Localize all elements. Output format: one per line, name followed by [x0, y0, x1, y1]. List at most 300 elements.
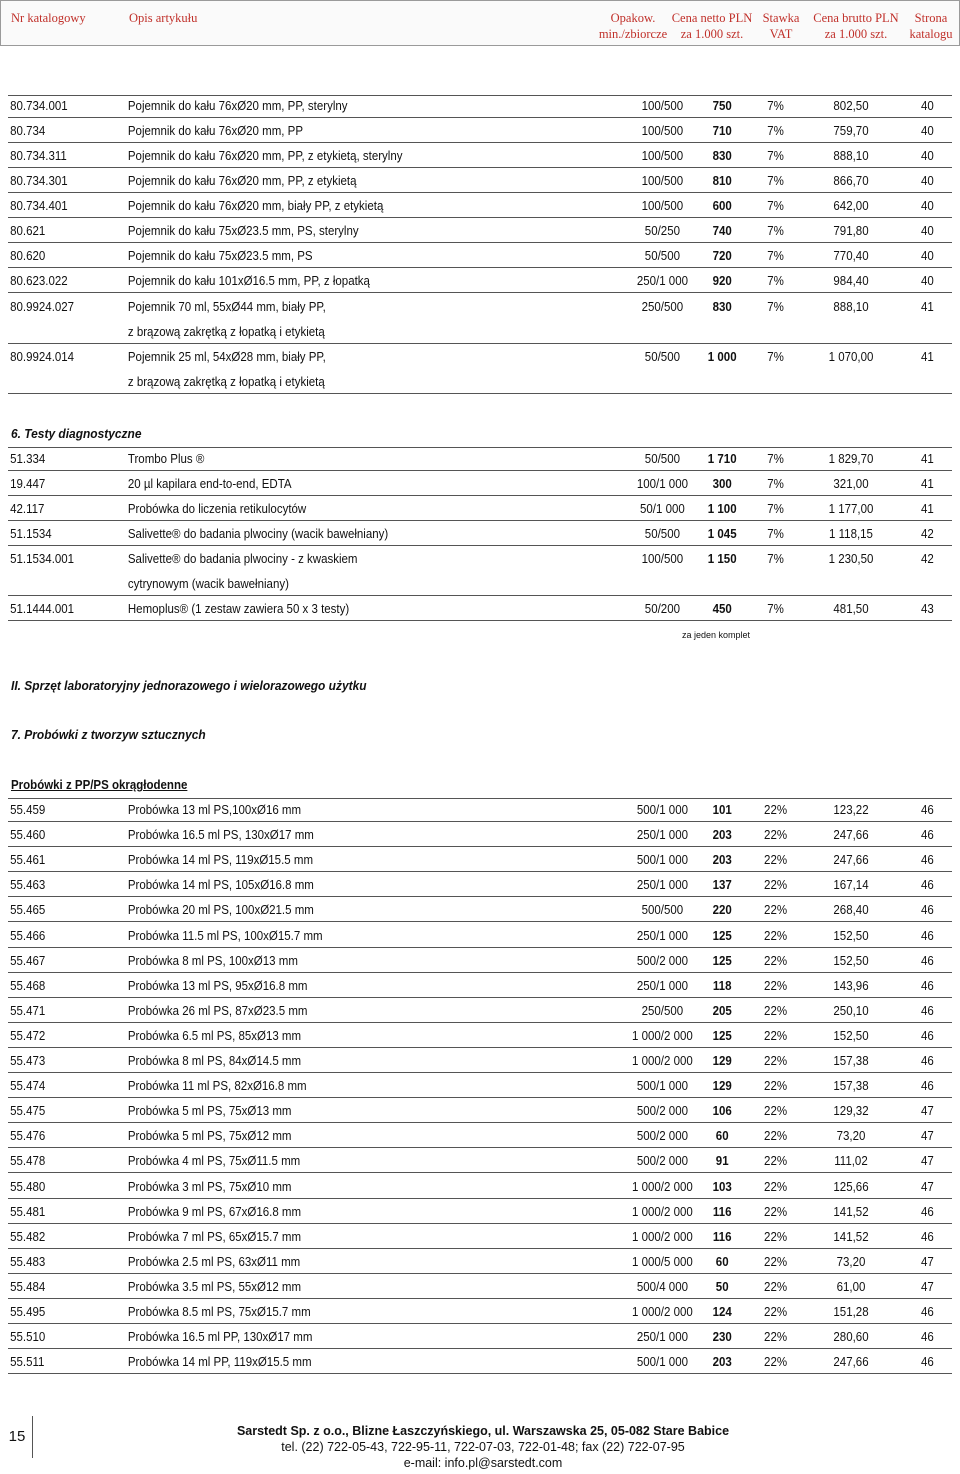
table-row — [0, 1052, 934, 1070]
cell-opak: 500/1 000 — [636, 1355, 688, 1370]
cell-kat: 51.1444.001 — [10, 602, 75, 616]
cell-str: 47 — [920, 1104, 934, 1119]
cell-netto: 1 150 — [707, 552, 737, 566]
cell-brutto: 268,40 — [833, 903, 869, 918]
row-divider — [8, 1122, 952, 1123]
footer-phone: tel. (22) 722-05-43, 722-95-11, 722-07-03, 722-01-48; fax (22) 722-07-95 — [281, 1440, 685, 1454]
cell-opis: Pojemnik do kału 101xØ16.5 mm, PP, z łopatką — [127, 274, 370, 288]
row-divider — [8, 947, 952, 948]
cell-opis: Pojemnik 25 ml, 54xØ28 mm, biały PP, — [127, 350, 326, 364]
cell-vat: 22% — [764, 1229, 788, 1244]
cell-str: 46 — [920, 903, 934, 918]
section-top-divider — [8, 447, 952, 448]
cell-netto: 450 — [712, 602, 732, 616]
cell-brutto: 1 829,70 — [828, 452, 874, 466]
cell-opis: Probówka 8 ml PS, 100xØ13 mm — [127, 953, 298, 968]
cell-kat: 55.461 — [10, 853, 46, 868]
row-divider — [8, 972, 952, 973]
cell-str: 46 — [920, 878, 934, 893]
row-divider — [8, 117, 952, 118]
cell-opis: Pojemnik do kału 76xØ20 mm, PP, z etykietą, sterylny — [127, 149, 403, 163]
row-divider — [8, 1047, 952, 1048]
cell-vat: 7% — [767, 224, 784, 238]
cell-str: 46 — [920, 1355, 934, 1370]
cell-netto: 137 — [712, 878, 732, 893]
table-row — [0, 525, 934, 543]
table-row — [0, 348, 934, 366]
hemoplus-note: za jeden komplet — [682, 630, 751, 640]
cell-brutto: 247,66 — [833, 1355, 869, 1370]
table-row — [0, 801, 934, 819]
cell-vat: 22% — [764, 1254, 788, 1269]
cell-netto: 91 — [715, 1154, 729, 1169]
cell-opis: Probówka 14 ml PS, 105xØ16.8 mm — [127, 878, 314, 893]
table-row — [0, 197, 934, 215]
cell-opak: 100/1 000 — [636, 477, 688, 491]
cell-str: 41 — [920, 452, 934, 466]
cell-vat: 22% — [764, 1305, 788, 1319]
cell-kat: 55.466 — [10, 928, 46, 943]
cell-opak: 1 000/2 000 — [632, 1204, 693, 1219]
cell-kat: 51.334 — [10, 452, 46, 466]
page-number: 15 — [2, 1416, 33, 1458]
cell-netto: 830 — [712, 149, 732, 163]
cell-opak: 100/500 — [641, 99, 684, 113]
cell-opak: 250/500 — [641, 1003, 684, 1018]
cell-brutto: 73,20 — [836, 1254, 866, 1269]
cell-opak: 1 000/2 000 — [632, 1305, 693, 1319]
cell-netto: 125 — [712, 1028, 732, 1043]
cell-opis: Pojemnik do kału 76xØ20 mm, PP, z etykietą — [127, 174, 357, 188]
table-row — [0, 901, 934, 919]
cell-kat: 55.463 — [10, 878, 46, 893]
cell-opak: 500/500 — [641, 903, 684, 918]
cell-kat: 55.459 — [10, 803, 46, 817]
table-row — [0, 247, 934, 265]
row-divider — [8, 495, 952, 496]
cell-opak: 100/500 — [641, 174, 684, 188]
row-divider — [8, 1147, 952, 1148]
cell-brutto: 321,00 — [833, 477, 869, 491]
cell-brutto: 1 230,50 — [828, 552, 874, 566]
cell-kat: 55.483 — [10, 1254, 46, 1269]
cell-netto: 810 — [712, 174, 732, 188]
cell-vat: 22% — [764, 1054, 788, 1068]
cell-brutto: 280,60 — [833, 1330, 869, 1345]
table-row — [0, 500, 934, 518]
header-strona: Strona katalogu — [909, 11, 953, 41]
cell-brutto: 141,52 — [833, 1204, 869, 1219]
cell-vat: 22% — [764, 803, 788, 817]
table-row — [0, 1353, 934, 1371]
cell-opak: 100/500 — [641, 149, 684, 163]
table-row — [0, 475, 934, 493]
cell-vat: 22% — [764, 878, 788, 893]
cell-opis2: cytrynowym (wacik bawełniany) — [127, 577, 289, 591]
cell-opak: 500/2 000 — [636, 1104, 688, 1119]
cell-str: 47 — [920, 1129, 934, 1144]
cell-opis: Trombo Plus ® — [127, 452, 205, 466]
cell-netto: 203 — [712, 853, 732, 868]
cell-vat: 7% — [767, 502, 784, 516]
cell-opis: Probówka 11.5 ml PS, 100xØ15.7 mm — [127, 928, 323, 943]
cell-opis: Probówka 7 ml PS, 65xØ15.7 mm — [127, 1229, 302, 1244]
cell-opak: 250/1 000 — [636, 978, 688, 993]
cell-opis: Probówka 8 ml PS, 84xØ14.5 mm — [127, 1054, 302, 1068]
table-row — [0, 172, 934, 190]
cell-brutto: 141,52 — [833, 1229, 869, 1244]
table-row — [0, 550, 934, 568]
cell-str: 46 — [920, 828, 934, 843]
row-divider — [8, 1022, 952, 1023]
row-divider — [8, 846, 952, 847]
cell-opis: Hemoplus® (1 zestaw zawiera 50 x 3 testy) — [127, 602, 350, 616]
row-divider — [8, 520, 952, 521]
cell-vat: 7% — [767, 99, 784, 113]
cell-netto: 205 — [712, 1003, 732, 1018]
cell-opis: Probówka 9 ml PS, 67xØ16.8 mm — [127, 1204, 302, 1219]
cell-str: 47 — [920, 1279, 934, 1294]
cell-vat: 22% — [764, 1129, 788, 1144]
row-divider — [8, 821, 952, 822]
table-row — [0, 1127, 934, 1145]
cell-vat: 7% — [767, 149, 784, 163]
row-divider — [8, 1248, 952, 1249]
cell-brutto: 1 177,00 — [828, 502, 874, 516]
cell-opis: Probówka 20 ml PS, 100xØ21.5 mm — [127, 903, 314, 918]
cell-opak: 100/500 — [641, 124, 684, 138]
cell-vat: 22% — [764, 1355, 788, 1370]
cell-brutto: 73,20 — [836, 1129, 866, 1144]
cell-kat: 55.495 — [10, 1305, 46, 1319]
cell-opis2: z brązową zakrętką z łopatką i etykietą — [127, 325, 325, 339]
cell-kat: 80.734.001 — [10, 99, 68, 113]
table-row — [0, 1027, 934, 1045]
row-divider — [8, 1273, 952, 1274]
cell-brutto: 152,50 — [833, 1028, 869, 1043]
cell-netto: 101 — [712, 803, 732, 817]
cell-netto: 1 710 — [707, 452, 737, 466]
row-divider — [8, 1373, 952, 1374]
table-row — [0, 952, 934, 970]
cell-opak: 50/1 000 — [640, 502, 685, 516]
cell-opak: 1 000/2 000 — [632, 1229, 693, 1244]
row-divider — [8, 545, 952, 546]
table-row — [0, 826, 934, 844]
cell-kat: 80.734.401 — [10, 199, 68, 213]
cell-vat: 22% — [764, 953, 788, 968]
cell-kat: 80.734.301 — [10, 174, 68, 188]
cell-brutto: 642,00 — [833, 199, 869, 213]
cell-vat: 7% — [767, 199, 784, 213]
cell-netto: 124 — [712, 1305, 732, 1319]
cell-str: 46 — [920, 1028, 934, 1043]
cell-brutto: 759,70 — [833, 124, 869, 138]
cell-vat: 7% — [767, 300, 784, 314]
cell-netto: 125 — [712, 928, 732, 943]
cell-opis: Pojemnik do kału 76xØ20 mm, PP — [127, 124, 304, 138]
cell-str: 47 — [920, 1154, 934, 1169]
cell-str: 41 — [920, 502, 934, 516]
cell-str: 46 — [920, 1054, 934, 1068]
cell-netto: 740 — [712, 224, 732, 238]
cell-kat: 55.472 — [10, 1028, 46, 1043]
cell-opis: Probówka 3.5 ml PS, 55xØ12 mm — [127, 1279, 302, 1294]
cell-netto: 116 — [712, 1204, 732, 1219]
cell-opis: Pojemnik do kału 75xØ23.5 mm, PS — [127, 249, 313, 263]
cell-kat: 51.1534.001 — [10, 552, 75, 566]
cell-netto: 129 — [712, 1079, 732, 1094]
cell-str: 46 — [920, 803, 934, 817]
table-row — [0, 1303, 934, 1321]
row-divider — [8, 1323, 952, 1324]
cell-netto: 920 — [712, 274, 732, 288]
cell-opis: Pojemnik do kału 76xØ20 mm, PP, sterylny — [127, 99, 348, 113]
cell-vat: 22% — [764, 978, 788, 993]
cell-kat: 42.117 — [10, 502, 45, 516]
cell-vat: 22% — [764, 1179, 788, 1194]
cell-str: 42 — [920, 552, 934, 566]
cell-opak: 100/500 — [641, 199, 684, 213]
cell-opak: 250/1 000 — [636, 928, 688, 943]
cell-kat: 80.734 — [10, 124, 46, 138]
cell-netto: 710 — [712, 124, 732, 138]
cell-netto: 220 — [712, 903, 732, 918]
cell-kat: 55.510 — [10, 1330, 46, 1345]
row-divider — [8, 921, 952, 922]
table-row — [0, 1253, 934, 1271]
row-divider — [8, 292, 952, 293]
table-row — [0, 1077, 934, 1095]
cell-opak: 250/1 000 — [636, 878, 688, 893]
cell-vat: 22% — [764, 828, 788, 843]
cell-opis2: z brązową zakrętką z łopatką i etykietą — [127, 375, 325, 389]
cell-str: 46 — [920, 853, 934, 868]
cell-opis: 20 µl kapilara end-to-end, EDTA — [127, 477, 292, 491]
cell-netto: 106 — [712, 1104, 732, 1119]
cell-brutto: 247,66 — [833, 828, 869, 843]
cell-opak: 250/1 000 — [636, 828, 688, 843]
table-row-continuation — [0, 373, 883, 391]
cell-brutto: 152,50 — [833, 953, 869, 968]
section-top-divider — [8, 798, 952, 799]
row-divider — [8, 871, 952, 872]
cell-brutto: 888,10 — [833, 300, 869, 314]
cell-kat: 55.468 — [10, 978, 46, 993]
section6-title: 6. Testy diagnostyczne — [11, 426, 142, 441]
cell-opis: Probówka 11 ml PS, 82xØ16.8 mm — [127, 1079, 307, 1094]
cell-opis: Probówka 14 ml PP, 119xØ15.5 mm — [127, 1355, 312, 1370]
cell-kat: 55.480 — [10, 1179, 46, 1194]
cell-vat: 22% — [764, 1003, 788, 1018]
cell-vat: 7% — [767, 124, 784, 138]
cell-netto: 60 — [715, 1254, 729, 1269]
cell-kat: 55.478 — [10, 1154, 46, 1169]
table-row — [0, 1203, 934, 1221]
cell-brutto: 152,50 — [833, 928, 869, 943]
cell-str: 40 — [920, 224, 934, 238]
row-divider — [8, 1072, 952, 1073]
cell-kat: 55.481 — [10, 1204, 46, 1219]
section7-title: 7. Probówki z tworzyw sztucznych — [11, 727, 206, 742]
header-opis: Opis artykułu — [129, 11, 198, 25]
cell-brutto: 157,38 — [833, 1054, 869, 1068]
row-divider — [8, 595, 952, 596]
cell-opak: 500/2 000 — [636, 1154, 688, 1169]
cell-vat: 22% — [764, 928, 788, 943]
cell-brutto: 247,66 — [833, 853, 869, 868]
row-divider — [8, 1198, 952, 1199]
table-row — [0, 1328, 934, 1346]
row-divider — [8, 167, 952, 168]
cell-str: 40 — [920, 174, 934, 188]
cell-netto: 750 — [712, 99, 732, 113]
header-brutto: Cena brutto PLN za 1.000 szt. — [813, 11, 899, 41]
cell-opak: 500/2 000 — [636, 1129, 688, 1144]
cell-opak: 50/500 — [644, 249, 680, 263]
cell-str: 41 — [920, 300, 934, 314]
table-row — [0, 927, 934, 945]
cell-opis: Probówka 6.5 ml PS, 85xØ13 mm — [127, 1028, 302, 1043]
cell-netto: 1 000 — [707, 350, 737, 364]
cell-kat: 55.473 — [10, 1054, 46, 1068]
cell-brutto: 1 070,00 — [828, 350, 874, 364]
row-divider — [8, 142, 952, 143]
cell-netto: 203 — [712, 828, 732, 843]
cell-netto: 60 — [715, 1129, 729, 1144]
row-divider — [8, 1223, 952, 1224]
table-row — [0, 977, 934, 995]
cell-brutto: 123,22 — [833, 803, 869, 817]
cell-brutto: 770,40 — [833, 249, 869, 263]
cell-brutto: 167,14 — [833, 878, 869, 893]
cell-vat: 22% — [764, 1104, 788, 1119]
table-row — [0, 1152, 934, 1170]
cell-vat: 7% — [767, 477, 784, 491]
cell-brutto: 250,10 — [833, 1003, 869, 1018]
cell-str: 41 — [920, 477, 934, 491]
table-row — [0, 1102, 934, 1120]
cell-vat: 7% — [767, 174, 784, 188]
cell-brutto: 143,96 — [833, 978, 869, 993]
cell-kat: 55.476 — [10, 1129, 46, 1144]
cell-vat: 22% — [764, 903, 788, 918]
table-row — [0, 876, 934, 894]
cell-kat: 19.447 — [10, 477, 46, 491]
cell-kat: 80.621 — [10, 224, 46, 238]
cell-opis: Probówka 3 ml PS, 75xØ10 mm — [127, 1179, 292, 1194]
cell-netto: 300 — [712, 477, 732, 491]
cell-opis: Probówka 14 ml PS, 119xØ15.5 mm — [127, 853, 314, 868]
cell-str: 46 — [920, 1229, 934, 1244]
cell-kat: 55.467 — [10, 953, 46, 968]
cell-kat: 80.734.311 — [10, 149, 67, 163]
cell-opak: 50/200 — [644, 602, 680, 616]
cell-opak: 500/1 000 — [636, 853, 688, 868]
cell-str: 47 — [920, 1254, 934, 1269]
cell-kat: 55.511 — [10, 1355, 45, 1370]
cell-str: 47 — [920, 1179, 934, 1194]
row-divider — [8, 997, 952, 998]
cell-opak: 1 000/2 000 — [632, 1054, 693, 1068]
cell-netto: 103 — [712, 1179, 732, 1194]
row-divider — [8, 343, 952, 344]
table-row — [0, 122, 934, 140]
cell-opak: 250/1 000 — [636, 1330, 688, 1345]
table-row-continuation — [0, 575, 883, 593]
cell-opak: 1 000/5 000 — [632, 1254, 693, 1269]
cell-kat: 80.9924.027 — [10, 300, 75, 314]
table-header — [0, 0, 960, 46]
row-divider — [8, 393, 952, 394]
header-vat: Stawka VAT — [762, 11, 800, 41]
table-row — [0, 147, 934, 165]
section2-title: II. Sprzęt laboratoryjny jednorazowego i wielorazowego użytku — [11, 678, 367, 693]
cell-opis: Probówka 26 ml PS, 87xØ23.5 mm — [127, 1003, 308, 1018]
cell-str: 41 — [920, 350, 934, 364]
cell-kat: 80.620 — [10, 249, 46, 263]
cell-brutto: 61,00 — [836, 1279, 866, 1294]
footer-email: e-mail: info.pl@sarstedt.com — [403, 1456, 563, 1470]
cell-str: 40 — [920, 249, 934, 263]
cell-kat: 55.460 — [10, 828, 46, 843]
cell-opis: Probówka 5 ml PS, 75xØ12 mm — [127, 1129, 292, 1144]
row-divider — [8, 1097, 952, 1098]
cell-str: 40 — [920, 124, 934, 138]
table-row — [0, 272, 934, 290]
cell-netto: 116 — [712, 1229, 732, 1244]
table-row — [0, 450, 934, 468]
row-divider — [8, 1348, 952, 1349]
cell-str: 46 — [920, 978, 934, 993]
cell-vat: 7% — [767, 274, 784, 288]
header-nr: Nr katalogowy — [11, 11, 86, 25]
cell-vat: 7% — [767, 350, 784, 364]
cell-str: 46 — [920, 928, 934, 943]
table-row-continuation — [0, 323, 883, 341]
cell-netto: 203 — [712, 1355, 732, 1370]
cell-opak: 500/2 000 — [636, 953, 688, 968]
cell-kat: 55.465 — [10, 903, 46, 918]
cell-netto: 230 — [712, 1330, 732, 1345]
cell-opak: 100/500 — [641, 552, 684, 566]
cell-kat: 55.474 — [10, 1079, 46, 1094]
cell-netto: 129 — [712, 1054, 732, 1068]
table-row — [0, 97, 934, 115]
cell-kat: 51.1534 — [10, 527, 52, 541]
cell-str: 46 — [920, 1305, 934, 1319]
cell-str: 40 — [920, 274, 934, 288]
cell-brutto: 888,10 — [833, 149, 869, 163]
cell-opak: 50/250 — [644, 224, 680, 238]
row-divider — [8, 620, 952, 621]
section-top-divider — [8, 95, 952, 96]
row-divider — [8, 192, 952, 193]
section7-subtitle: Probówki z PP/PS okrągłodenne — [11, 778, 188, 792]
cell-opis: Salivette® do badania plwociny - z kwaskiem — [127, 552, 358, 566]
cell-opis: Probówka 16.5 ml PP, 130xØ17 mm — [127, 1330, 313, 1345]
cell-kat: 55.484 — [10, 1279, 46, 1294]
cell-opak: 250/1 000 — [636, 274, 688, 288]
cell-vat: 22% — [764, 1028, 788, 1043]
row-divider — [8, 217, 952, 218]
cell-brutto: 802,50 — [833, 99, 869, 113]
cell-vat: 22% — [764, 853, 788, 868]
cell-vat: 22% — [764, 1204, 788, 1219]
cell-opak: 1 000/2 000 — [632, 1028, 693, 1043]
cell-netto: 1 045 — [707, 527, 737, 541]
table-row — [0, 851, 934, 869]
